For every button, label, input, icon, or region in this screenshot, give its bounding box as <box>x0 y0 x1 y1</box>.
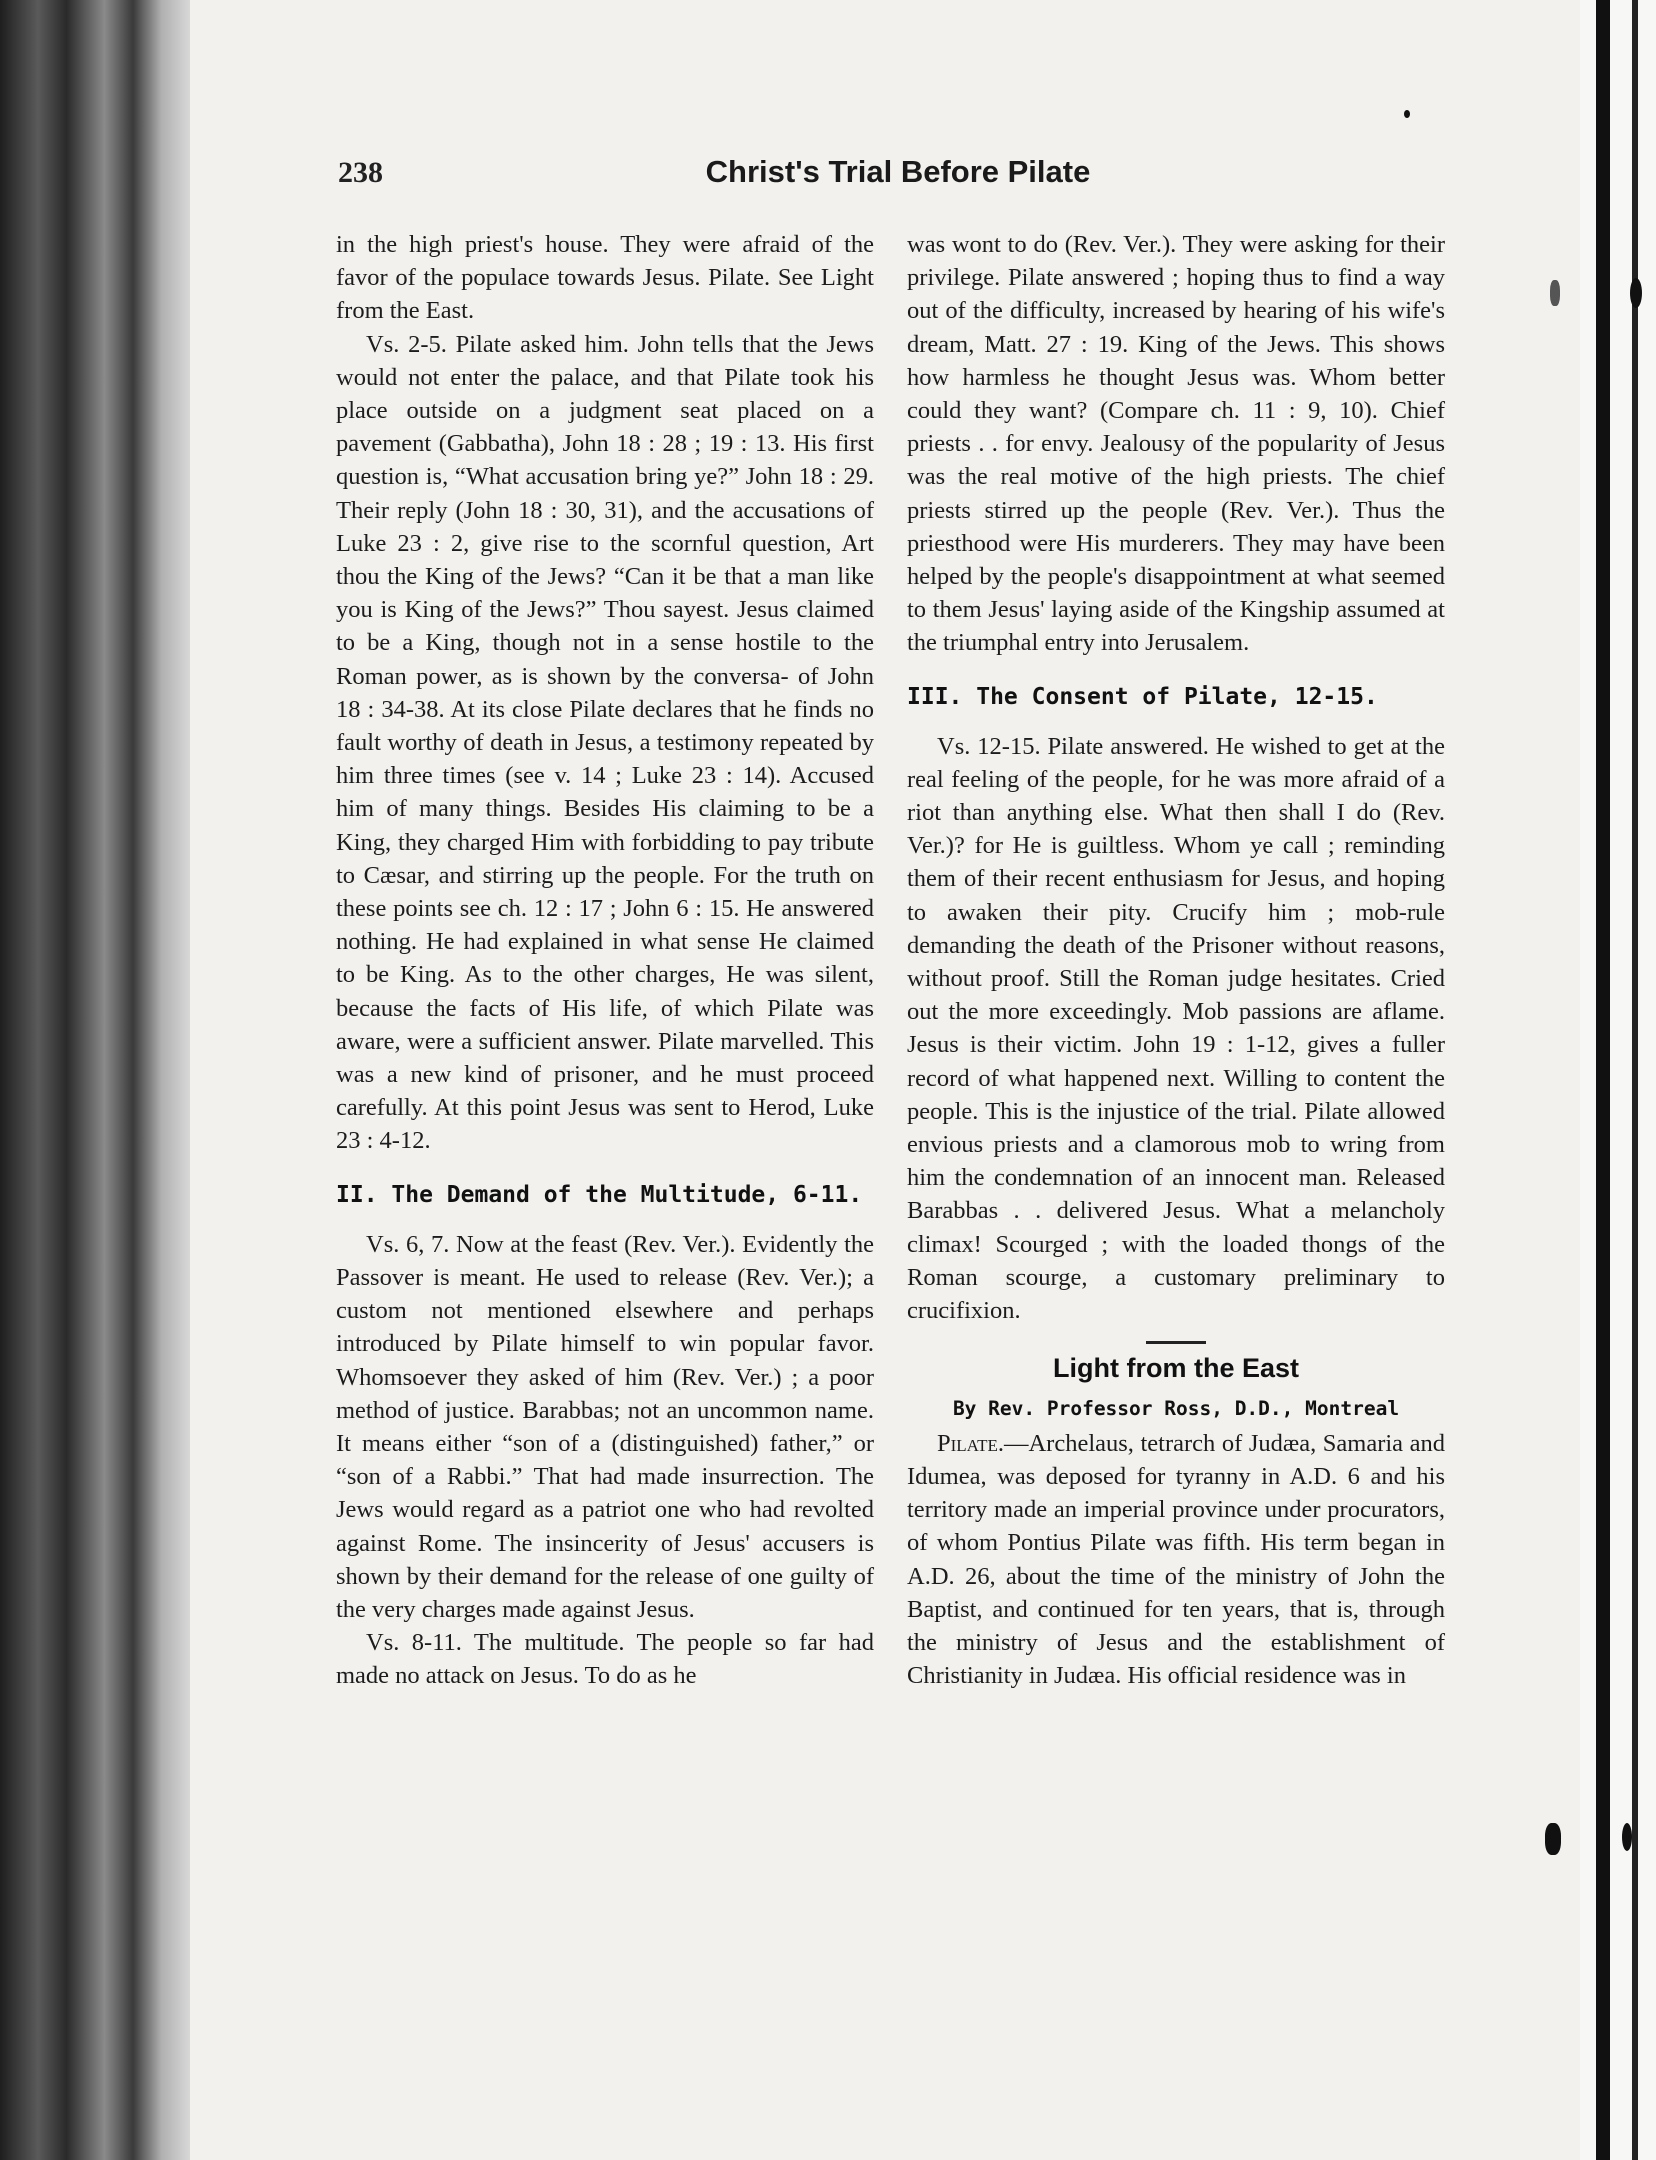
section-heading: II. The Demand of the Multitude, 6-11. <box>336 1181 863 1208</box>
paragraph: was wont to do (Rev. Ver.). They were asking for their privilege. Pilate answered ; hoping thus to find a way out of the difficulty, increased by hearing of his wife's dream, Matt. 27 : 19. King of the Jews. This shows how harmless he thought Jesus was. Whom better could they want? (Compare ch. 11 : 9, 10). Chief priests . . for envy. Jealousy of the popularity of Jesus was the real motive of the high priests. The chief priests stirred up the people (Rev. Ver.). Thus the priesthood were His murderers. They may have been helped by the people's disappointment at what seemed to them Jesus' laying aside of the Kingship assumed at the triumphal entry into Jerusalem. <box>907 231 1445 657</box>
paragraph: Vs. 8-11. The multitude. The people so far had made no attack on Jesus. To do as he <box>336 1629 874 1690</box>
left-column <box>336 228 874 1693</box>
right-dark-bar-thin <box>1632 0 1638 2160</box>
page-header <box>338 156 1458 196</box>
author-byline: By Rev. Professor Ross, D.D., Montreal <box>952 1396 1400 1420</box>
running-title: Christ's Trial Before Pilate <box>705 154 1091 189</box>
paragraph: Vs. 6, 7. Now at the feast (Rev. Ver.). Evidently the Passover is meant. He used to release (Rev. Ver.); a custom not mentioned elsewhere and perhaps introduced by Pilate himself to win popular favor. Whomsoever they asked of him (Rev. Ver.) ; a poor method of justice. Barabbas; not an uncommon name. It means either “son of a (distinguished) father,” or “son of a Rabbi.” That had made insurrection. The Jews would regard as a patriot one who had revolted against Rome. The insincerity of Jesus' accusers is shown by their demand for the release of one guilty of the very charges made against Jesus. <box>336 1230 874 1623</box>
section-divider <box>1146 1341 1206 1344</box>
right-page-edge <box>1580 0 1656 2160</box>
scan-mark-top-right <box>1630 278 1642 308</box>
light-from-east-title: Light from the East <box>1052 1353 1299 1384</box>
right-column <box>907 228 1445 1692</box>
scan-mark-dot <box>1404 110 1410 118</box>
paragraph: Vs. 2-5. Pilate asked him. John tells that the Jews would not enter the palace, and that Pilate took his place outside on a judgment seat placed on a pavement (Gabbatha), John 18 : 28 ; 19 : 13. His first question is, “What accusation bring ye?” John 18 : 29. Their reply (John 18 : 30, 31), and the accusations of Luke 23 : 2, give rise to the scornful question, Art thou the King of the Jews? “Can it be that a man like you is King of the Jews?” Thou sayest. Jesus claimed to be a King, though not in a sense hostile to the Roman power, as is shown by the conversa- of John 18 : 34-38. At its close Pilate declares that he finds no fault worthy of death in Jesus, a testimony repeated by him three times (see v. 14 ; Luke 23 : 14). Accused him of many things. Besides His claiming to be a King, they charged Him with forbidding to pay tribute to Cæsar, and stirring up the people. For the truth on these points see ch. 12 : 17 ; John 6 : 15. He answered nothing. He had explained in what sense He claimed to be King. As to the other charges, He was silent, because the facts of His life, of which Pilate was aware, were a sufficient answer. Pilate marvelled. This was a new kind of prisoner, and he must proceed carefully. At this point Jesus was sent to Herod, Luke 23 : 4-12. <box>336 330 874 1155</box>
scan-mark-bottom <box>1545 1823 1561 1855</box>
paragraph: in the high priest's house. They were afraid of the favor of the populace towards Jesus. Pilate. See Light from the East. <box>336 231 874 325</box>
book-spine-edge <box>0 0 190 2160</box>
paragraph <box>907 1427 1445 1693</box>
paragraph-lead: Pilate. <box>937 1429 1004 1457</box>
section-heading: III. The Consent of Pilate, 12-15. <box>907 683 1378 710</box>
right-dark-bar <box>1596 0 1610 2160</box>
paragraph: Vs. 12-15. Pilate answered. He wished to get at the real feeling of the people, for he was more afraid of a riot than anything else. What then shall I do (Rev. Ver.)? for He is guiltless. Whom ye call ; reminding them of their recent enthusiasm for Jesus, and hoping to awaken their pity. Crucify him ; mob-rule demanding the death of the Prisoner without reasons, without proof. Still the Roman judge hesitates. Cried out the more exceedingly. Mob passions are aflame. Jesus is their victim. John 19 : 1-12, gives a fuller record of what happened next. Willing to content the people. This is the injustice of the trial. Pilate allowed envious priests and a clamorous mob to wring from him the condemnation of an innocent man. Released Barabbas . . delivered Jesus. What a melancholy climax! Scourged ; with the loaded thongs of the Roman scourge, a customary preliminary to crucifixion. <box>907 732 1445 1325</box>
scan-mark-top <box>1550 280 1560 306</box>
paragraph-body: —Archelaus, tetrarch of Judæa, Samaria and Idumea, was deposed for tyranny in A.D. 6 and his territory made an imperial province under procurators, of whom Pontius Pilate was fifth. His term began in A.D. 26, about the time of the ministry of John the Baptist, and continued for ten years, that is, through the ministry of Jesus and the establishment of Christianity in Judæa. His official residence was in <box>907 1429 1445 1690</box>
scan-mark-bottom-right <box>1622 1823 1632 1851</box>
page-number: 238 <box>338 156 383 189</box>
